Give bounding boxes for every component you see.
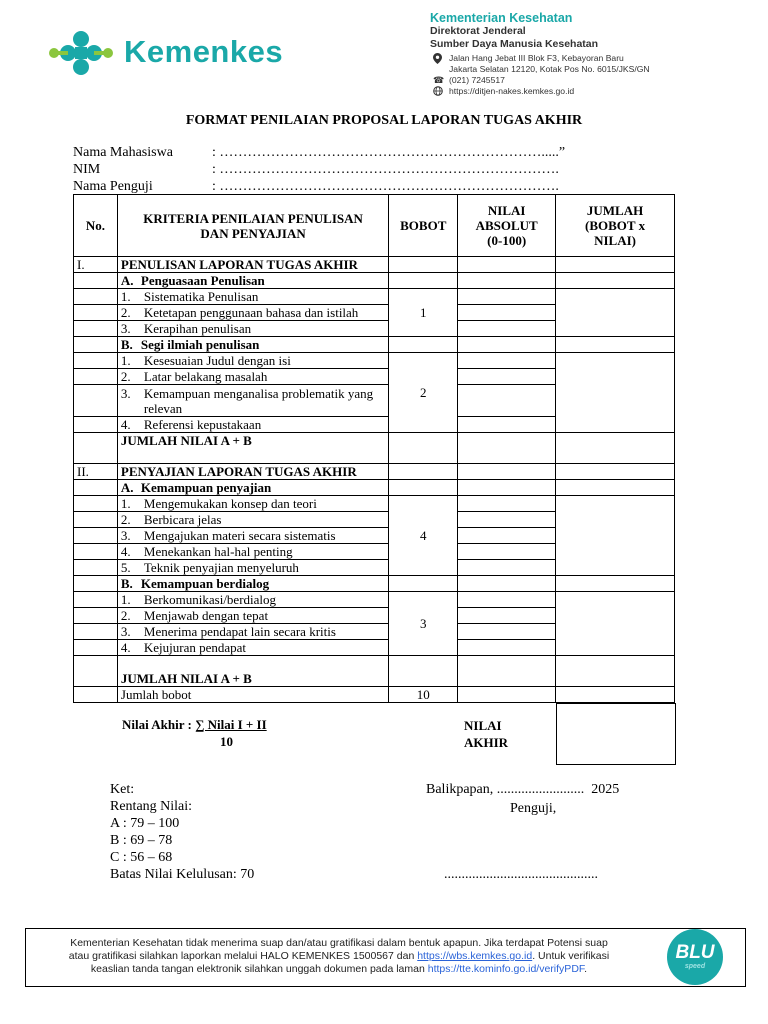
- nilai-input-cell[interactable]: [458, 592, 556, 608]
- table-row: [74, 289, 675, 305]
- nilai-input-cell[interactable]: [458, 640, 556, 656]
- address-row: [433, 53, 733, 75]
- group-row: [74, 576, 675, 592]
- logo-text: Kemenkes: [124, 34, 284, 69]
- bobot-cell: 1: [389, 289, 458, 337]
- grade-a: A : 79 – 100: [110, 816, 180, 831]
- header-nilai: NILAI ABSOLUT (0-100): [458, 195, 556, 257]
- item-text: Kemampuan menganalisa problematik yang relevan: [143, 385, 374, 416]
- field-value[interactable]: : ……………………………………………………………….: [212, 162, 559, 177]
- item-text: Referensi kepustakaan: [143, 417, 262, 432]
- total-row: [74, 433, 675, 464]
- ket-label: Ket:: [110, 782, 135, 797]
- nilai-akhir-label: NILAI AKHIR: [464, 718, 509, 750]
- item-number: 2.: [120, 512, 131, 527]
- nilai-input-cell[interactable]: [458, 369, 556, 385]
- group-row: [74, 273, 675, 289]
- address-line-2: Jakarta Selatan 12120, Kotak Pos No. 6015/JKS/GN: [449, 64, 650, 74]
- total-label: JUMLAH NILAI A + B: [117, 433, 388, 464]
- header-no: No.: [74, 195, 118, 257]
- badge-main: BLU: [675, 942, 715, 963]
- section-number: I.: [74, 257, 118, 273]
- section-title: PENYAJIAN LAPORAN TUGAS AKHIR: [117, 464, 388, 480]
- item-number: 3.: [120, 321, 131, 336]
- nilai-input-cell[interactable]: [458, 417, 556, 433]
- nilai-input-cell[interactable]: [458, 496, 556, 512]
- total-jumlah-cell[interactable]: [556, 656, 675, 687]
- header-kriteria: KRITERIA PENILAIAN PENULISAN DAN PENYAJIAN: [117, 195, 388, 257]
- nilai-input-cell[interactable]: [458, 353, 556, 369]
- phone-row: [433, 75, 733, 86]
- footer-line-2a: atau gratifikasi silahkan laporkan melalui HALO KEMENKES 1500567 dan: [68, 950, 418, 962]
- item-text: Mengemukakan konsep dan teori: [143, 496, 317, 511]
- item-text: Berkomunikasi/berdialog: [143, 592, 277, 607]
- total-label: JUMLAH NILAI A + B: [117, 656, 388, 687]
- nilai-input-cell[interactable]: [458, 624, 556, 640]
- table-row: [74, 496, 675, 512]
- jumlah-cell[interactable]: [556, 592, 675, 656]
- item-number: 1.: [120, 592, 131, 607]
- formula-numerator: ∑ Nilai I + II: [195, 717, 267, 732]
- footer-line-3a: keaslian tanda tangan elektronik silahkan unggah dokumen pada laman: [90, 963, 428, 975]
- grade-c: C : 56 – 68: [110, 850, 173, 865]
- bobot-total-value: 10: [389, 687, 458, 703]
- batas-nilai: Batas Nilai Kelulusan: 70: [110, 867, 255, 882]
- table-row: [74, 592, 675, 608]
- org-block: [430, 12, 750, 51]
- item-text: Latar belakang masalah: [143, 369, 268, 384]
- total-jumlah-cell[interactable]: [556, 433, 675, 464]
- section-number: II.: [74, 464, 118, 480]
- table-header-row: [74, 195, 675, 257]
- item-number: 3.: [120, 528, 131, 543]
- field-nama-mahasiswa: [73, 144, 565, 161]
- header-jumlah: JUMLAH (BOBOT x NILAI): [556, 195, 675, 257]
- kemenkes-emblem-icon: [48, 30, 114, 76]
- penguji-label: Penguji,: [510, 801, 557, 816]
- group-title: Penguasaan Penulisan: [140, 273, 265, 288]
- group-title: Kemampuan penyajian: [140, 480, 272, 495]
- header-bobot: BOBOT: [389, 195, 458, 257]
- item-text: Menerima pendapat lain secara kritis: [143, 624, 336, 639]
- item-text: Teknik penyajian menyeluruh: [143, 560, 299, 575]
- grade-b: B : 69 – 78: [110, 833, 173, 848]
- item-text: Berbicara jelas: [143, 512, 222, 527]
- website-link[interactable]: https://ditjen-nakes.kemkes.go.id: [449, 86, 575, 96]
- nilai-input-cell[interactable]: [458, 608, 556, 624]
- phone-number: (021) 7245517: [449, 75, 505, 85]
- rentang-label: Rentang Nilai:: [110, 799, 193, 814]
- map-pin-icon: [433, 53, 449, 67]
- bobot-total-label: Jumlah bobot: [117, 687, 388, 703]
- org-directorate: Direktorat Jenderal: [430, 25, 526, 37]
- item-number: 1.: [120, 289, 131, 304]
- kemenkes-logo: [48, 30, 338, 76]
- assessment-table: [73, 194, 675, 703]
- blu-speed-badge: [667, 929, 723, 985]
- group-row: [74, 480, 675, 496]
- item-number: 2.: [120, 369, 131, 384]
- item-number: 4.: [120, 417, 131, 432]
- phone-icon: ☎: [433, 75, 445, 85]
- group-title: Segi ilmiah penulisan: [140, 337, 260, 352]
- total-row: [74, 656, 675, 687]
- nilai-input-cell[interactable]: [458, 289, 556, 305]
- item-number: 5.: [120, 560, 131, 575]
- footer-notice: [25, 928, 746, 987]
- footer-line-1: Kementerian Kesehatan tidak menerima suap dan/atau gratifikasi dalam bentuk apapun. Jika terdapat Potensi suap: [70, 937, 608, 949]
- field-value[interactable]: : …………………………………………………………….....”: [212, 145, 566, 160]
- section-title: PENULISAN LAPORAN TUGAS AKHIR: [117, 257, 388, 273]
- item-text: Sistematika Penulisan: [143, 289, 259, 304]
- nilai-input-cell[interactable]: [458, 544, 556, 560]
- keterangan-block: [110, 781, 254, 883]
- item-text: Kejujuran pendapat: [143, 640, 247, 655]
- signature-line[interactable]: ............................................: [444, 867, 598, 882]
- place-date: Balikpapan, ......................... 2025: [426, 782, 620, 797]
- nilai-input-cell[interactable]: [458, 385, 556, 417]
- field-nama-penguji: [73, 178, 559, 195]
- item-text: Ketetapan penggunaan bahasa dan istilah: [143, 305, 359, 320]
- group-label: A.: [120, 273, 134, 288]
- nilai-akhir-formula: [122, 717, 267, 733]
- nilai-akhir-box[interactable]: [556, 703, 676, 765]
- org-name: Kementerian Kesehatan: [430, 11, 573, 25]
- field-nim: [73, 161, 559, 178]
- group-title: Kemampuan berdialog: [140, 576, 270, 591]
- group-label: B.: [120, 337, 133, 352]
- bobot-cell: 4: [389, 496, 458, 576]
- bobot-cell: 2: [389, 353, 458, 433]
- field-label: Nama Mahasiswa: [73, 145, 173, 160]
- field-label: Nama Penguji: [73, 179, 153, 194]
- nilai-input-cell[interactable]: [458, 528, 556, 544]
- verify-pdf-link[interactable]: https://tte.kominfo.go.id/verifyPDF: [427, 963, 585, 975]
- org-unit: Sumber Daya Manusia Kesehatan: [430, 38, 599, 50]
- nilai-input-cell[interactable]: [458, 321, 556, 337]
- section-row: [74, 464, 675, 480]
- table-row: [74, 353, 675, 369]
- item-number: 4.: [120, 544, 131, 559]
- field-value[interactable]: : ……………………………………………………………….: [212, 179, 559, 194]
- jumlah-cell[interactable]: [556, 496, 675, 576]
- item-number: 3.: [120, 385, 131, 401]
- item-text: Menjawab dengan tepat: [143, 608, 269, 623]
- nilai-input-cell[interactable]: [458, 512, 556, 528]
- item-text: Menekankan hal-hal penting: [143, 544, 293, 559]
- item-text: Kesesuaian Judul dengan isi: [143, 353, 291, 368]
- document-title: FORMAT PENILAIAN PROPOSAL LAPORAN TUGAS AKHIR: [185, 113, 583, 128]
- jumlah-cell[interactable]: [556, 353, 675, 433]
- group-label: B.: [120, 576, 133, 591]
- wbs-link[interactable]: https://wbs.kemkes.go.id: [417, 950, 533, 962]
- item-text: Mengajukan materi secara sistematis: [143, 528, 336, 543]
- item-number: 2.: [120, 305, 131, 320]
- nilai-input-cell[interactable]: [458, 305, 556, 321]
- item-number: 1.: [120, 496, 131, 511]
- item-number: 4.: [120, 640, 131, 655]
- website-row: [433, 86, 733, 99]
- field-label: NIM: [73, 162, 101, 177]
- address-line-1: Jalan Hang Jebat III Blok F3, Kebayoran Baru: [449, 53, 624, 63]
- formula-prefix: Nilai Akhir :: [122, 717, 196, 732]
- item-number: 1.: [120, 353, 131, 368]
- item-text: Kerapihan penulisan: [143, 321, 252, 336]
- group-label: A.: [120, 480, 134, 495]
- footer-line-3b: .: [584, 963, 588, 975]
- bobot-total-row: [74, 687, 675, 703]
- footer-line-2b: . Untuk verifikasi: [532, 950, 610, 962]
- section-row: [74, 257, 675, 273]
- formula-denominator: 10: [220, 734, 233, 749]
- badge-sub: speed: [684, 963, 706, 970]
- contact-block: [433, 53, 733, 99]
- item-number: 2.: [120, 608, 131, 623]
- item-number: 3.: [120, 624, 131, 639]
- jumlah-cell[interactable]: [556, 289, 675, 337]
- nilai-input-cell[interactable]: [458, 560, 556, 576]
- group-row: [74, 337, 675, 353]
- globe-icon: [433, 86, 449, 99]
- bobot-cell: 3: [389, 592, 458, 656]
